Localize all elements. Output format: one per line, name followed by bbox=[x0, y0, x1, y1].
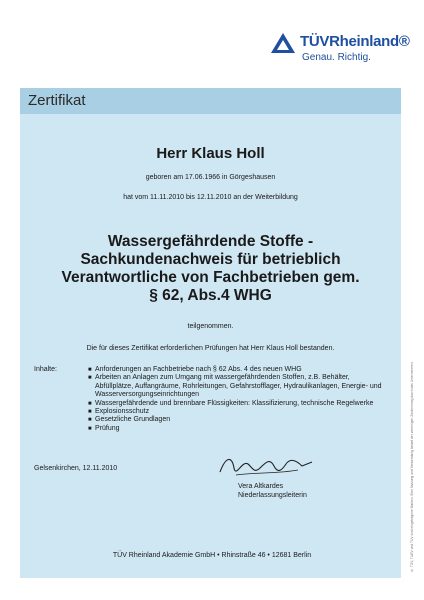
signer-block bbox=[238, 482, 307, 500]
course-title-line: Wassergefährdende Stoffe - bbox=[107, 233, 314, 250]
certificate-panel bbox=[20, 88, 401, 578]
bullet-icon: ■ bbox=[88, 409, 92, 416]
participation-text: teilgenommen. bbox=[187, 323, 234, 330]
signer-title: Niederlassungsleiterin bbox=[238, 492, 307, 499]
triangle-logo-icon bbox=[270, 32, 296, 54]
list-item bbox=[88, 400, 388, 408]
list-item-text: Explosionsschutz bbox=[95, 408, 150, 416]
attendance-info: hat vom 11.11.2010 bis 12.11.2010 an der Weiterbildung bbox=[123, 194, 298, 201]
contents-label: Inhalte: bbox=[34, 366, 57, 373]
list-item-text: Anforderungen an Fachbetriebe nach § 62 Abs. 4 des neuen WHG bbox=[95, 366, 302, 373]
handwritten-signature bbox=[216, 450, 316, 482]
list-item-text: Gesetzliche Grundlagen bbox=[95, 416, 171, 424]
logo-tagline: Genau. Richtig. bbox=[302, 52, 371, 63]
list-item-text: Wassergefährdende und brennbare Flüssigkeiten: Klassifizierung, technische Regelwerke bbox=[95, 399, 374, 407]
course-title-line: Sachkundenachweis für betrieblich bbox=[80, 251, 341, 268]
bullet-icon: ■ bbox=[88, 375, 92, 382]
footer-address: TÜV Rheinland Akademie GmbH • Rhinstraße 46 • 12681 Berlin bbox=[112, 552, 312, 559]
exam-passed-text: Die für dieses Zertifikat erforderlichen Prüfungen hat Herr Klaus Holl bestanden. bbox=[86, 345, 335, 352]
list-item-text: Prüfung bbox=[95, 424, 120, 432]
list-item bbox=[88, 374, 388, 399]
bullet-icon: ■ bbox=[88, 400, 92, 407]
course-title-line: § 62, Abs.4 WHG bbox=[149, 287, 272, 304]
tuv-rheinland-logo bbox=[270, 30, 410, 70]
place-date: Gelsenkirchen, 12.11.2010 bbox=[34, 465, 118, 472]
signer-name: Vera Altkardes bbox=[238, 483, 284, 490]
list-item bbox=[88, 425, 388, 433]
course-title-line: Verantwortliche von Fachbetrieben gem. bbox=[61, 269, 360, 286]
certificate-header-band bbox=[20, 88, 401, 114]
list-item bbox=[88, 408, 388, 416]
birth-info: geboren am 17.06.1966 in Görgeshausen bbox=[145, 174, 276, 181]
contents-list bbox=[88, 366, 388, 433]
recipient-name: Herr Klaus Holl bbox=[156, 145, 265, 162]
logo-name: TÜVRheinland® bbox=[300, 33, 410, 50]
list-item-text: Arbeiten an Anlagen zum Umgang mit wassergefährdenden Stoffen, z.B. Behälter, Abfüllplätze, Auffangräume, Rohrleitungen, Gefahrstofflager, Hydraulikanlagen, Energie- und Wasserversorgungseinrichtungen bbox=[95, 374, 382, 399]
trademark-note: ® TÜV, TUEV und TUV sind eingetragene Marken. Eine Nutzung und Verwendung bedarf der vorherigen Zustimmung durch das Unternehmen. bbox=[410, 361, 414, 572]
bullet-icon: ■ bbox=[88, 367, 92, 373]
bullet-icon: ■ bbox=[88, 425, 92, 432]
list-item bbox=[88, 416, 388, 424]
course-title bbox=[20, 233, 401, 305]
list-item bbox=[88, 366, 388, 374]
certificate-heading: Zertifikat bbox=[28, 92, 86, 109]
bullet-icon: ■ bbox=[88, 417, 92, 424]
